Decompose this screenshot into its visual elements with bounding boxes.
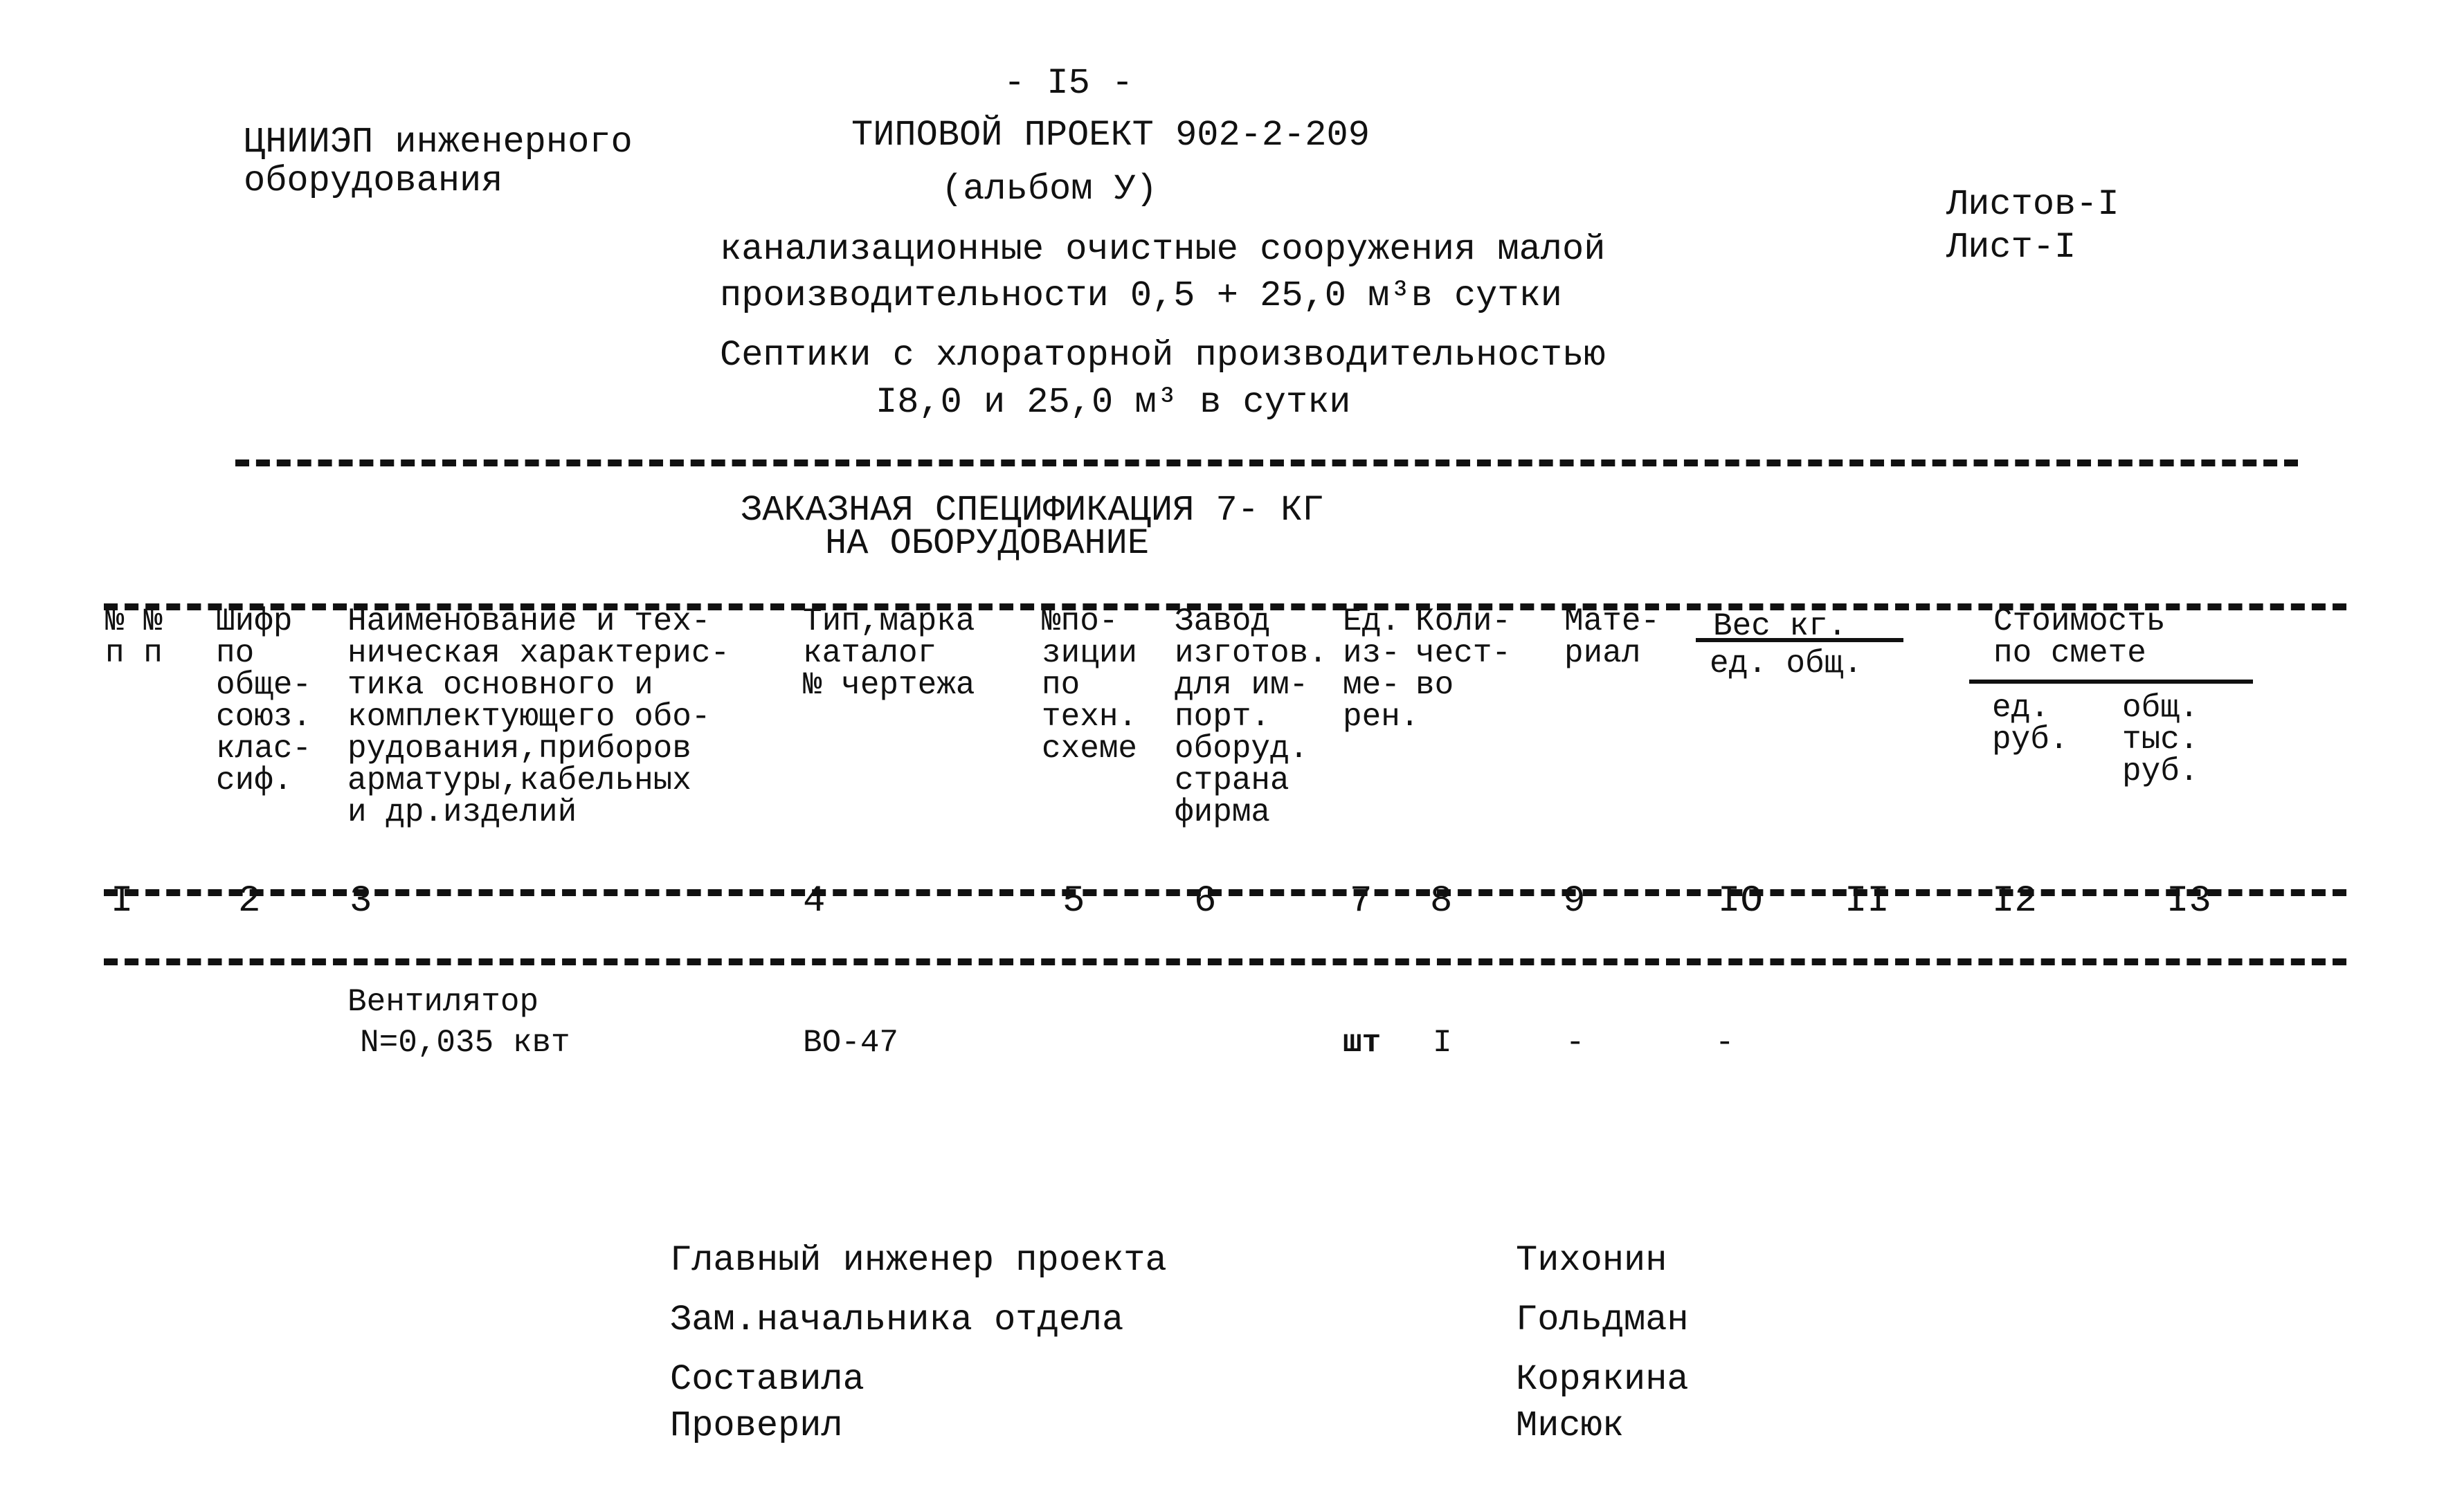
col-6-header: Завод изготов. для им- порт. оборуд. страна фирма <box>1175 603 1328 830</box>
org-line-2: оборудования <box>244 161 503 201</box>
col-number: II <box>1845 880 1890 922</box>
col-10-11-header: Вес кг. <box>1713 608 1847 644</box>
col-9-header: Мате- риал <box>1564 603 1660 671</box>
col-1-header: № № п п <box>105 603 163 671</box>
spec-title-1: ЗАКАЗНАЯ СПЕЦИФИКАЦИЯ 7- КГ <box>741 490 1324 531</box>
col-number: 9 <box>1563 880 1586 922</box>
col-number: 7 <box>1350 880 1373 922</box>
signature-role: Зам.начальника отдела <box>670 1300 1124 1340</box>
signature-role: Главный инженер проекта <box>670 1240 1167 1281</box>
col-number: 8 <box>1430 880 1453 922</box>
col-12-header: ед. руб. <box>1992 690 2069 758</box>
col-4-header: Тип,марка каталог № чертежа <box>803 603 975 703</box>
signature-role: Проверил <box>670 1405 843 1446</box>
row-material: - <box>1566 1025 1585 1061</box>
signature-role: Составила <box>670 1359 865 1400</box>
project-desc-2: производительности 0,5 + 25,0 м³в сутки <box>720 275 1562 316</box>
col-13-header: общ. тыс. руб. <box>2122 690 2199 790</box>
project-desc-1: канализационные очистные сооружения малой <box>720 229 1606 270</box>
separator-top <box>235 459 2298 466</box>
col-number: 2 <box>238 880 261 922</box>
col-12-13-header: Стоимость по смете <box>1993 603 2166 671</box>
row-weight: - <box>1715 1025 1735 1061</box>
col-5-header: №по- зиции по техн. схеме <box>1042 603 1138 767</box>
project-album: (альбом У) <box>941 169 1158 210</box>
project-desc-3: Септики с хлораторной производительностью <box>720 335 1606 376</box>
col-number: 3 <box>350 880 372 922</box>
sheets-total: Листов-I <box>1946 184 2119 225</box>
col-7-header: Ед. из- ме- рен. <box>1343 603 1420 735</box>
org-line-1: ЦНИИЭП инженерного <box>244 122 633 163</box>
col-number: I3 <box>2166 880 2211 922</box>
signature-name: Гольдман <box>1516 1300 1689 1340</box>
row-type: ВО-47 <box>803 1025 899 1061</box>
col-number: 6 <box>1194 880 1217 922</box>
col-3-header: Наименование и тех- ническая характерис- тика основного и комплектующего обо- рудования,приборов арматуры,кабельных и др.изделий <box>347 603 730 830</box>
spec-title-2: НА ОБОРУДОВАНИЕ <box>825 523 1150 564</box>
row-name-2: N=0,035 квт <box>360 1025 570 1061</box>
table-body-line <box>104 958 2346 965</box>
cost-rule <box>1969 680 2253 684</box>
signature-name: Мисюк <box>1516 1405 1624 1446</box>
weight-rule <box>1696 638 1903 642</box>
project-title: ТИПОВОЙ ПРОЕКТ 902-2-209 <box>851 115 1370 156</box>
col-8-header: Коли- чест- во <box>1415 603 1512 703</box>
col-2-header: Шифр по обще- союз. клас- сиф. <box>216 603 312 799</box>
col-number: I2 <box>1992 880 2037 922</box>
col-number: 4 <box>803 880 826 922</box>
signature-name: Тихонин <box>1516 1240 1667 1281</box>
col-number: 5 <box>1062 880 1085 922</box>
row-unit: шт <box>1343 1025 1382 1061</box>
project-desc-4: I8,0 и 25,0 м³ в сутки <box>876 382 1351 423</box>
col-number: I <box>111 880 134 922</box>
row-name-1: Вентилятор <box>347 984 539 1020</box>
col-10-11-subheader: ед. общ. <box>1710 646 1863 682</box>
sheets-current: Лист-I <box>1946 227 2076 268</box>
page-number: - I5 - <box>1004 63 1134 104</box>
col-number: IO <box>1718 880 1763 922</box>
signature-name: Корякина <box>1516 1359 1689 1400</box>
row-qty: I <box>1433 1025 1452 1061</box>
